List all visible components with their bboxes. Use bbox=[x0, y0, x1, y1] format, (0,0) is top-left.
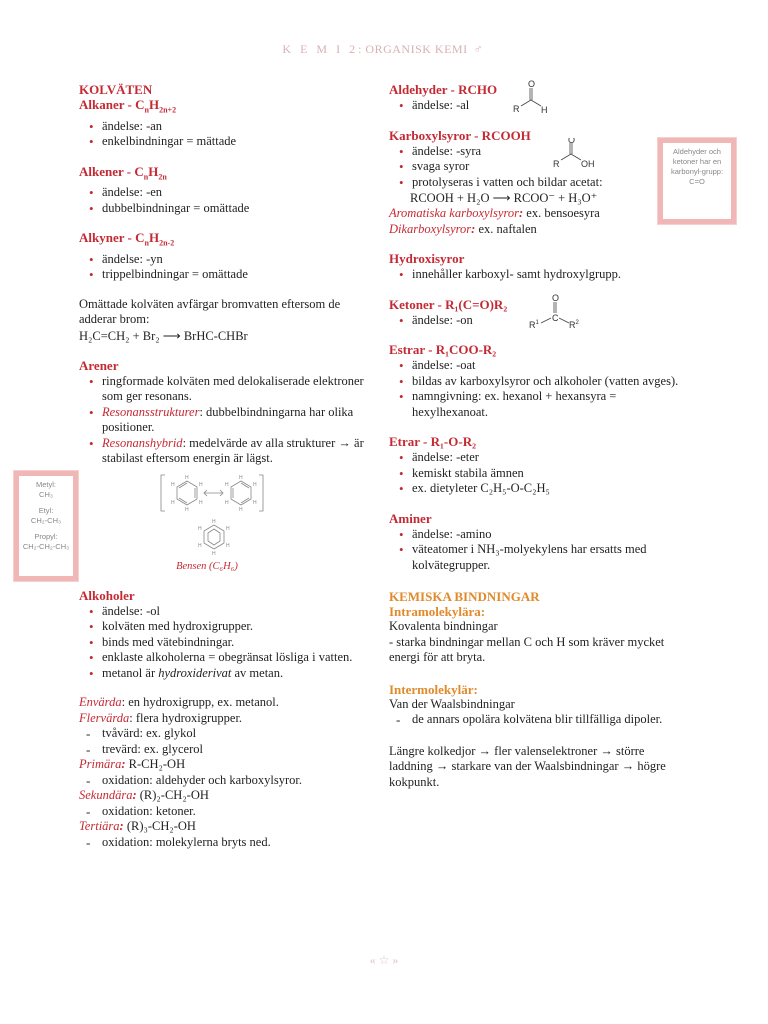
alkoholer-heading: Alkoholer bbox=[79, 587, 135, 603]
section-ketoner bbox=[389, 292, 689, 330]
list-item: • ändelse: -al bbox=[412, 98, 689, 114]
svg-text:H: H bbox=[239, 474, 243, 481]
section-etrar bbox=[389, 434, 689, 497]
sekundara-list bbox=[79, 804, 379, 820]
section-estrar bbox=[389, 342, 689, 420]
svg-text:H: H bbox=[239, 506, 243, 513]
alkyl-groups-tag bbox=[14, 471, 78, 581]
alkyner-list bbox=[79, 252, 379, 283]
flervarda-line: Flervärda: flera hydroxigrupper. bbox=[79, 710, 243, 725]
svg-text:H: H bbox=[225, 499, 229, 506]
inter-list bbox=[389, 712, 689, 728]
list-item: • dubbelbindningar = omättade bbox=[102, 201, 379, 217]
list-item: - oxidation: aldehyder och karboxylsyror. bbox=[102, 773, 379, 789]
hydroxisyror-heading: Hydroxisyror bbox=[389, 251, 465, 266]
arener-heading: Arener bbox=[79, 357, 119, 373]
carbonyl-note-tag bbox=[658, 138, 736, 224]
left-column bbox=[79, 82, 379, 850]
intermolekylar-heading: Intermolekylär: bbox=[389, 681, 478, 697]
list-item: • kolväten med hydroxigrupper. bbox=[102, 619, 379, 635]
tag-etyl-formula: CH₂-CH₃ bbox=[30, 516, 62, 525]
tag-metyl-formula: CH₃ bbox=[39, 490, 53, 499]
alkaner-list bbox=[79, 119, 379, 150]
intra-line-1: Kovalenta bindningar bbox=[389, 619, 498, 633]
svg-text:H: H bbox=[199, 481, 203, 488]
list-item: • enklaste alkoholerna = obegränsat lösliga i vatten. bbox=[102, 650, 379, 666]
list-item: • ringformade kolväten med delokaliserade elektroner som ger resonans. bbox=[102, 374, 379, 405]
page-header bbox=[0, 42, 768, 57]
list-item: - tvåvärd: ex. glykol bbox=[102, 726, 379, 742]
svg-text:H: H bbox=[199, 499, 203, 506]
section-aldehyder bbox=[389, 82, 689, 114]
aminer-heading: Aminer bbox=[389, 510, 432, 526]
benzene-resonance-diagram bbox=[159, 473, 359, 573]
list-item: - de annars opolära kolvätena blir tillfälliga dipoler. bbox=[412, 712, 689, 728]
svg-text:H: H bbox=[253, 481, 257, 488]
svg-text:H: H bbox=[226, 525, 230, 532]
inter-line-1: Van der Waalsbindningar bbox=[389, 696, 515, 711]
list-item: • namngivning: ex. hexanol + hexansyra = hexylhexanoat. bbox=[412, 389, 689, 420]
alkaner-heading: Alkaner - $C_nH_{2n+2}$ bbox=[79, 97, 177, 115]
etrar-list bbox=[389, 450, 689, 497]
section-omattade bbox=[79, 297, 379, 344]
section-arener bbox=[79, 358, 379, 467]
list-item: • binds med vätebindningar. bbox=[102, 635, 379, 651]
acid-o-label: O bbox=[568, 137, 576, 145]
list-item: • ändelse: -amino bbox=[412, 527, 689, 543]
aminer-list bbox=[389, 527, 689, 574]
header-ornament: ♂ bbox=[473, 42, 486, 56]
ketoner-heading: Ketoner - R₁(C=O)R₂ bbox=[389, 296, 508, 312]
list-item: - oxidation: molekylerna bryts ned. bbox=[102, 835, 379, 851]
list-item: • ändelse: -en bbox=[102, 185, 379, 201]
svg-text:H: H bbox=[185, 506, 189, 513]
intramolekylara-heading: Intramolekylära: bbox=[389, 604, 486, 619]
list-item: • ändelse: -oat bbox=[412, 358, 689, 374]
list-item: • innehåller karboxyl- samt hydroxylgrupp. bbox=[412, 267, 689, 283]
intra-line-2: - starka bindningar mellan C och H som kräver mycket energi för att bryta. bbox=[389, 634, 665, 664]
alkoholer-list bbox=[79, 604, 379, 682]
carbonyl-note-text: Aldehyder och ketoner har en karbonyl-grupp: C=O bbox=[670, 147, 724, 186]
section-kemiska-bindningar bbox=[389, 589, 689, 790]
list-item: • enkelbindningar = mättade bbox=[102, 134, 379, 150]
section-aminer bbox=[389, 511, 689, 574]
aldehyde-structure bbox=[511, 80, 557, 116]
acid-equation: RCOOH + H₂O ⟶ RCOO⁻ + H₃O⁺ bbox=[410, 191, 598, 205]
header-title: K E M I 2 bbox=[282, 42, 359, 56]
svg-text:H: H bbox=[212, 550, 216, 557]
section-alkyner bbox=[79, 230, 379, 283]
ketone-structure bbox=[527, 293, 583, 333]
tag-propyl-formula: CH₂-CH₂-CH₃ bbox=[22, 542, 70, 551]
aldehyde-r-label: R bbox=[513, 104, 520, 114]
header-subtitle: : ORGANISK KEMI bbox=[358, 42, 468, 56]
list-item: • metanol är hydroxiderivat av metan. bbox=[102, 666, 379, 682]
right-column bbox=[389, 82, 689, 790]
tertiara-line: Tertiära: (R)₃-CH₂-OH bbox=[79, 819, 196, 834]
svg-text:H: H bbox=[198, 525, 202, 532]
tertiara-list bbox=[79, 835, 379, 851]
svg-text:H: H bbox=[185, 474, 189, 481]
omattade-text: Omättade kolväten avfärgar bromvatten eftersom de adderar brom: bbox=[79, 296, 341, 327]
karboxylsyror-list bbox=[389, 144, 689, 191]
aldehyde-o-label: O bbox=[528, 80, 536, 89]
section-alkoholer bbox=[79, 588, 379, 682]
list-item: • ändelse: -ol bbox=[102, 604, 379, 620]
etrar-heading: Etrar - R₁-O-R₂ bbox=[389, 434, 476, 449]
svg-text:H: H bbox=[171, 499, 175, 506]
flervarda-list bbox=[79, 726, 379, 757]
sekundara-line: Sekundära: (R)₂-CH₂-OH bbox=[79, 788, 209, 803]
section-alkohol-typer bbox=[79, 695, 379, 850]
list-item: - oxidation: ketoner. bbox=[102, 804, 379, 820]
list-item: • bildas av karboxylsyror och alkoholer (vatten avges). bbox=[412, 374, 689, 390]
ketone-o-label: O bbox=[552, 292, 560, 303]
estrar-list bbox=[389, 358, 689, 420]
kokpunkt-paragraph: Längre kolkedjor → fler valenselektroner → större laddning → starkare van der Waalsbindningar → högre kokpunkt. bbox=[389, 743, 666, 789]
svg-text:H: H bbox=[225, 481, 229, 488]
arener-list bbox=[79, 374, 379, 467]
list-item: • svaga syror bbox=[412, 159, 689, 175]
svg-text:H: H bbox=[253, 499, 257, 506]
ketone-r2-label: $R^2$ bbox=[569, 319, 579, 330]
list-item: • ändelse: -an bbox=[102, 119, 379, 135]
envarda-line: Envärda: en hydroxigrupp, ex. metanol. bbox=[79, 695, 279, 710]
list-item: - trevärd: ex. glycerol bbox=[102, 742, 379, 758]
karboxylsyror-heading: Karboxylsyror - RCOOH bbox=[389, 127, 531, 143]
page-footer-ornament: « ☆ » bbox=[369, 953, 399, 967]
section-hydroxisyror bbox=[389, 251, 689, 283]
bromine-equation: H₂C=CH₂ + Br₂ ⟶ BrHC-CHBr bbox=[79, 328, 248, 343]
svg-text:H: H bbox=[198, 542, 202, 549]
aldehyder-heading: Aldehyder - RCHO bbox=[389, 82, 498, 97]
estrar-heading: Estrar - R₁COO-R₂ bbox=[389, 342, 497, 357]
list-item: • Resonansstrukturer: dubbelbindningarna har olika positioner. bbox=[102, 405, 379, 436]
section-alkaner bbox=[79, 97, 379, 150]
svg-text:H: H bbox=[171, 481, 175, 488]
tag-propyl-label: Propyl: bbox=[34, 532, 58, 541]
list-item: • trippelbindningar = omättade bbox=[102, 267, 379, 283]
ketone-r1-label: $R^1$ bbox=[529, 319, 539, 330]
list-item: • väteatomer i NH₃-molyekylens har ersatts med kolvätegrupper. bbox=[412, 542, 689, 573]
alkener-heading: Alkener - $C_nH_{2n}$ bbox=[79, 163, 167, 182]
carboxylic-acid-structure bbox=[551, 138, 605, 174]
aldehyde-h-label: H bbox=[541, 105, 548, 115]
list-item: • protolyseras i vatten och bildar acetat: bbox=[412, 175, 689, 191]
list-item: • Resonanshybrid: medelvärde av alla strukturer → är stabilast eftersom energin är lägst. bbox=[102, 436, 379, 467]
aromatiska-line: Aromatiska karboxylsyror: ex. bensoesyra bbox=[389, 206, 600, 220]
kolvaten-title: KOLVÄTEN bbox=[79, 82, 153, 97]
section-karboxylsyror bbox=[389, 128, 689, 238]
list-item: • ändelse: -yn bbox=[102, 252, 379, 268]
svg-text:H: H bbox=[226, 542, 230, 549]
benzene-caption: Bensen (C₆H₆) bbox=[176, 560, 238, 572]
hydroxisyror-list bbox=[389, 267, 689, 283]
acid-oh-label: OH bbox=[581, 158, 595, 169]
ketone-c-label: C bbox=[552, 312, 559, 323]
alkyner-heading: Alkyner - $C_nH_{2n-2}$ bbox=[79, 230, 175, 248]
tag-etyl-label: Etyl: bbox=[38, 506, 54, 515]
list-item: • ex. dietyleter C₂H₅-O-C₂H₅ bbox=[412, 481, 689, 497]
bindningar-title: KEMISKA BINDNINGAR bbox=[389, 589, 540, 604]
list-item: • ändelse: -syra bbox=[412, 144, 689, 160]
list-item: • ändelse: -on bbox=[412, 313, 689, 329]
list-item: • ändelse: -eter bbox=[412, 450, 689, 466]
primara-line: Primära: R-CH₂-OH bbox=[79, 757, 186, 772]
alkener-list bbox=[79, 185, 379, 216]
acid-r-label: R bbox=[553, 158, 560, 169]
tag-metyl-label: Metyl: bbox=[35, 480, 56, 489]
list-item: • kemiskt stabila ämnen bbox=[412, 466, 689, 482]
dikarboxyl-line: Dikarboxylsyror: ex. naftalen bbox=[389, 221, 537, 236]
primara-list bbox=[79, 773, 379, 789]
section-alkener bbox=[79, 164, 379, 217]
svg-text:H: H bbox=[212, 518, 216, 525]
